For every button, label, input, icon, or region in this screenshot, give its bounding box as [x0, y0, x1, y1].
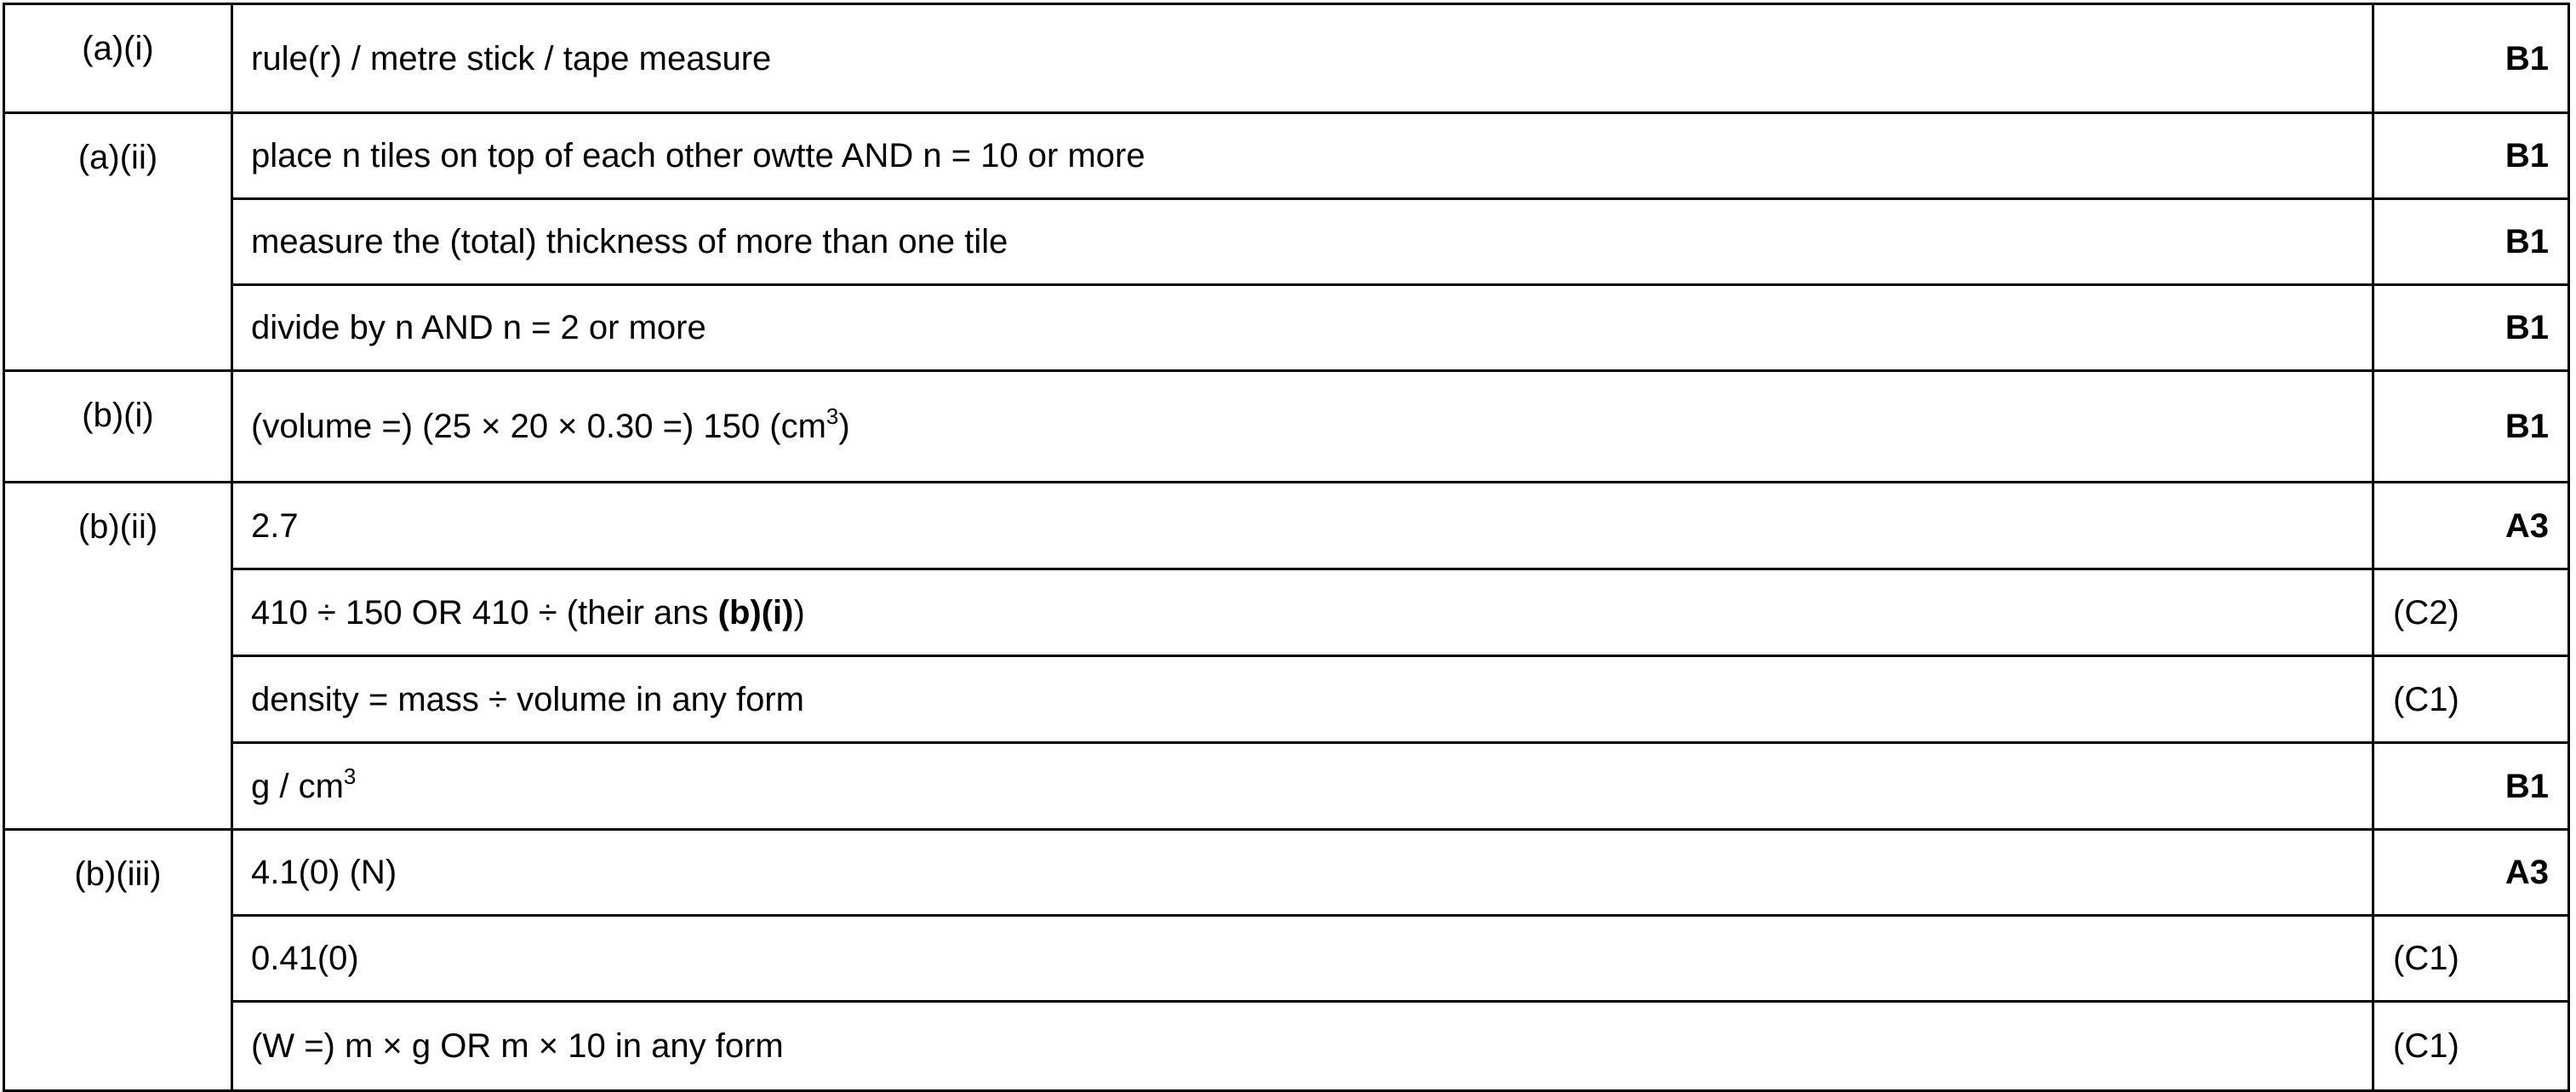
table-row	[4, 483, 2569, 569]
answer-cell: measure the (total) thickness of more than one tile	[232, 199, 2373, 285]
answer-cell: 2.7	[232, 483, 2373, 569]
answer-cell: 0.41(0)	[232, 916, 2373, 1002]
question-part-label: (b)(iii)	[4, 830, 232, 1091]
mark-cell: B1	[2373, 4, 2569, 113]
superscript: 3	[825, 403, 839, 429]
mark-cell: B1	[2373, 199, 2569, 285]
mark-cell: (C2)	[2373, 569, 2569, 656]
answer-text: g / cm	[251, 767, 344, 805]
answer-text: )	[793, 593, 805, 632]
question-part-label: (b)(ii)	[4, 483, 232, 830]
table-row	[4, 371, 2569, 483]
answer-text: (volume =) (25 × 20 × 0.30 =) 150 (cm	[251, 408, 826, 445]
answer-reference-bold: (b)(i)	[717, 593, 794, 632]
answer-cell	[232, 743, 2373, 830]
answer-cell: (W =) m × g OR m × 10 in any form	[232, 1002, 2373, 1091]
mark-cell: B1	[2373, 113, 2569, 199]
question-part-label: (b)(i)	[4, 371, 232, 483]
answer-cell: divide by n AND n = 2 or more	[232, 285, 2373, 371]
answer-cell: rule(r) / metre stick / tape measure	[232, 4, 2373, 113]
table-row	[4, 743, 2569, 830]
answer-cell: place n tiles on top of each other owtte AND n = 10 or more	[232, 113, 2373, 199]
mark-cell: B1	[2373, 371, 2569, 483]
mark-cell: A3	[2373, 830, 2569, 916]
answer-cell	[232, 569, 2373, 656]
table-row	[4, 1002, 2569, 1091]
mark-cell: (C1)	[2373, 1002, 2569, 1091]
answer-cell	[232, 371, 2373, 483]
table-row	[4, 4, 2569, 113]
mark-cell: (C1)	[2373, 656, 2569, 743]
answer-text: 410 ÷ 150 OR 410 ÷ (their ans	[251, 593, 718, 632]
mark-cell: (C1)	[2373, 916, 2569, 1002]
mark-scheme-table	[3, 3, 2570, 1092]
table-row	[4, 569, 2569, 656]
mark-cell: B1	[2373, 285, 2569, 371]
superscript: 3	[343, 763, 357, 789]
answer-cell: 4.1(0) (N)	[232, 830, 2373, 916]
question-part-label: (a)(i)	[4, 4, 232, 113]
mark-cell: A3	[2373, 483, 2569, 569]
table-row	[4, 285, 2569, 371]
table-row	[4, 916, 2569, 1002]
table-row	[4, 656, 2569, 743]
table-row	[4, 199, 2569, 285]
table-row	[4, 830, 2569, 916]
table-row	[4, 113, 2569, 199]
answer-cell: density = mass ÷ volume in any form	[232, 656, 2373, 743]
answer-text: )	[838, 408, 850, 445]
question-part-label: (a)(ii)	[4, 113, 232, 371]
mark-cell: B1	[2373, 743, 2569, 830]
